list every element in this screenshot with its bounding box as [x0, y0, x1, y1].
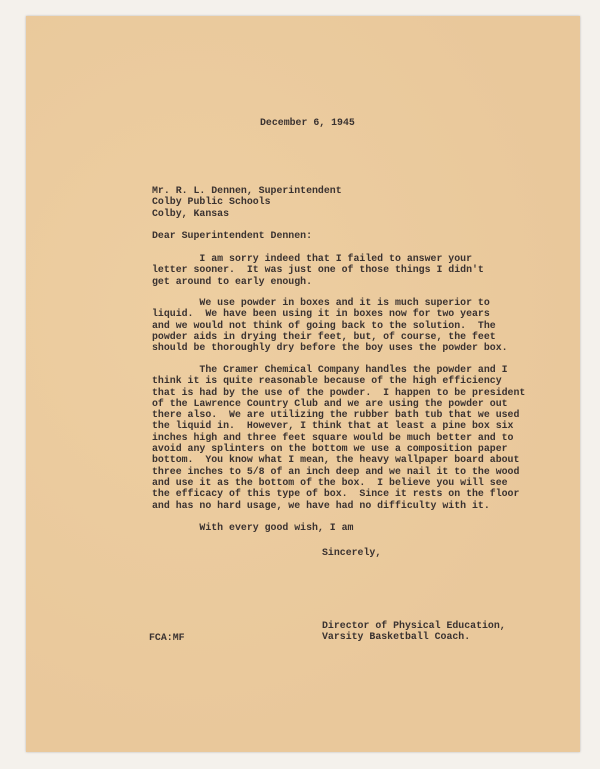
reference-initials: FCA:MF [149, 632, 185, 643]
address-line: Colby, Kansas [152, 207, 230, 219]
text-line: inches high and three feet square would be much better and to [152, 431, 514, 443]
paragraph-3 [152, 364, 525, 511]
text-line: bottom. You know what I mean, the heavy wallpaper board about [152, 454, 520, 466]
text-line: avoid any splinters on the bottom we use a composition paper [152, 443, 508, 455]
letter-date: December 6, 1945 [260, 117, 355, 128]
text-line: three inches to 5/8 of an inch deep and we nail it to the wood [152, 465, 520, 477]
text-line: that is had by the use of the powder. I happen to be president [152, 386, 526, 398]
text-line: powder aids in drying their feet, but, of course, the feet [152, 330, 496, 342]
address-line: Colby Public Schools [152, 196, 271, 208]
paragraph-4 [152, 522, 353, 533]
text-line: I am sorry indeed that I failed to answer your [152, 253, 473, 264]
recipient-address [152, 185, 342, 219]
text-line: there also. We are utilizing the rubber bath tub that we used [152, 409, 520, 421]
text-line: the liquid in. However, I think that at least a pine box six [152, 420, 514, 432]
text-line: The Cramer Chemical Company handles the powder and I [152, 364, 508, 375]
text-line: liquid. We have been using it in boxes now for two years [152, 308, 490, 320]
text-line: of the Lawrence Country Club and we are using the powder out [152, 397, 508, 409]
closing: Sincerely, [322, 547, 382, 558]
text-line: With every good wish, I am [152, 522, 354, 533]
text-line: get around to early enough. [152, 275, 313, 287]
text-line: and has no hard usage, we have had no difficulty with it. [152, 499, 490, 511]
text-line: letter sooner. It was just one of those things I didn't [152, 264, 484, 276]
paragraph-1 [152, 253, 484, 287]
text-line: think it is quite reasonable because of the high efficiency [152, 375, 502, 387]
paragraph-2 [152, 297, 508, 353]
text-line: the efficacy of this type of box. Since it rests on the floor [152, 488, 520, 500]
title-line: Varsity Basketball Coach. [322, 631, 471, 643]
text-line: We use powder in boxes and it is much superior to [152, 297, 490, 308]
title-line: Director of Physical Education, [322, 620, 506, 631]
text-line: and use it as the bottom of the box. I believe you will see [152, 476, 508, 488]
text-line: should be thoroughly dry before the boy uses the powder box. [152, 342, 508, 354]
address-line: Mr. R. L. Dennen, Superintendent [152, 185, 342, 196]
salutation: Dear Superintendent Dennen: [152, 230, 313, 241]
text-line: and we would not think of going back to the solution. The [152, 319, 496, 331]
signature-title [322, 620, 506, 643]
